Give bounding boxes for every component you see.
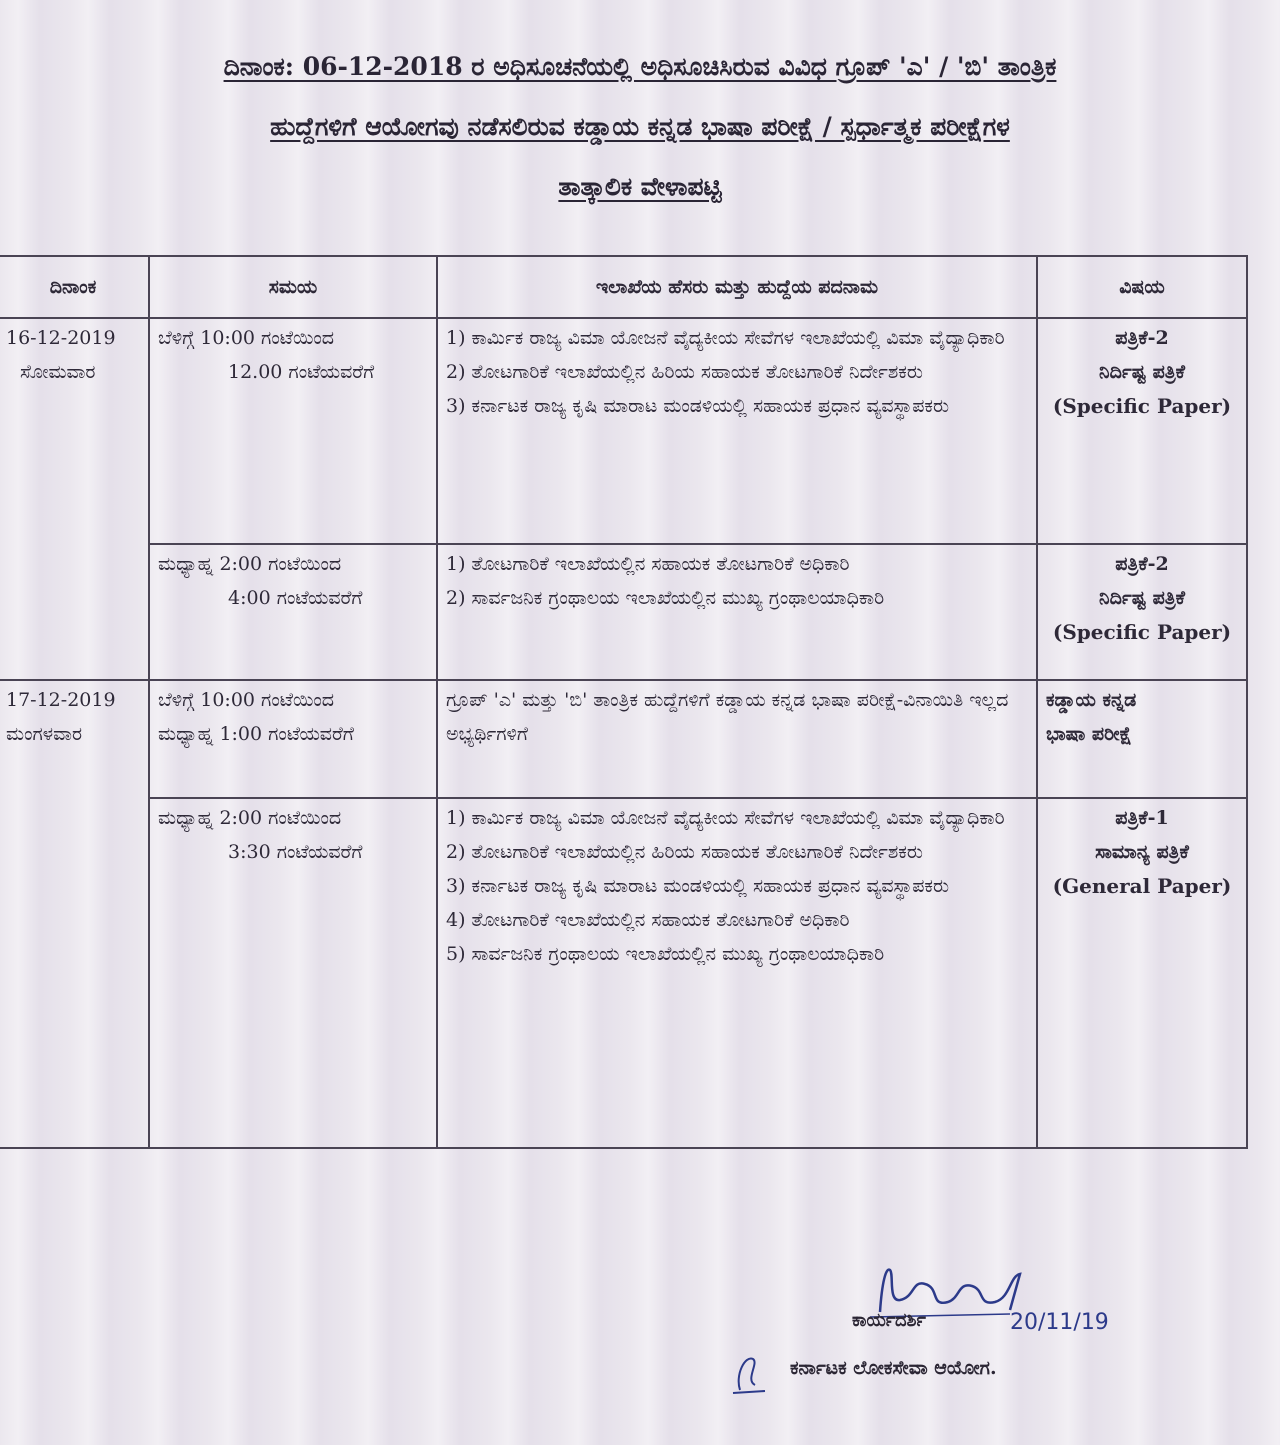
post-item: 1) ಕಾರ್ಮಿಕ ರಾಜ್ಯ ವಿಮಾ ಯೋಜನೆ ವೈದ್ಯಕೀಯ ಸೇವೆಗಳ ಇಲಾಖೆಯಲ್ಲಿ ವಿಮಾ ವೈದ್ಯಾಧಿಕಾರಿ <box>446 807 1005 829</box>
paper-name: ನಿರ್ದಿಷ್ಟ ಪತ್ರಿಕೆ <box>1099 361 1185 383</box>
subject-cell <box>1037 318 1247 544</box>
exam-schedule-table <box>0 255 1248 1149</box>
header-date: ದಿನಾಂಕ <box>0 256 149 318</box>
table-row <box>0 680 1247 798</box>
paper-number: ಪತ್ರಿಕೆ-2 <box>1115 553 1169 575</box>
date-cell <box>0 318 149 680</box>
exam-date: 16-12-2019 <box>6 327 116 349</box>
posts-cell <box>437 544 1037 680</box>
table-row <box>0 798 1247 1148</box>
post-item: 4) ತೋಟಗಾರಿಕೆ ಇಲಾಖೆಯಲ್ಲಿನ ಸಹಾಯಕ ತೋಟಗಾರಿಕೆ ಅಧಿಕಾರಿ <box>446 909 850 931</box>
paper-name-english: (Specific Paper) <box>1052 620 1232 644</box>
heading-line-2: ಹುದ್ದೆಗಳಿಗೆ ಆಯೋಗವು ನಡೆಸಲಿರುವ ಕಡ್ಡಾಯ ಕನ್ನಡ ಭಾಷಾ ಪರೀಕ್ಷೆ / ಸ್ಪರ್ಧಾತ್ಮಕ ಪರೀಕ್ಷೆಗಳ <box>270 112 1010 141</box>
time-end: 4:00 ಗಂಟೆಯವರೆಗೆ <box>228 587 363 609</box>
table-row <box>0 318 1247 544</box>
post-item: 1) ತೋಟಗಾರಿಕೆ ಇಲಾಖೆಯಲ್ಲಿನ ಸಹಾಯಕ ತೋಟಗಾರಿಕೆ ಅಧಿಕಾರಿ <box>446 553 850 575</box>
posts-cell <box>437 318 1037 544</box>
post-item: 2) ತೋಟಗಾರಿಕೆ ಇಲಾಖೆಯಲ್ಲಿನ ಹಿರಿಯ ಸಹಾಯಕ ತೋಟಗಾರಿಕೆ ನಿರ್ದೇಶಕರು <box>446 361 923 383</box>
date-cell <box>0 680 149 1148</box>
subject-cell <box>1037 544 1247 680</box>
header-time: ಸಮಯ <box>149 256 437 318</box>
time-cell <box>149 680 437 798</box>
signature-date: 20/11/19 <box>1010 1310 1109 1335</box>
header-department-post: ಇಲಾಖೆಯ ಹೆಸರು ಮತ್ತು ಹುದ್ದೆಯ ಪದನಾಮ <box>437 256 1037 318</box>
paper-name: ನಿರ್ದಿಷ್ಟ ಪತ್ರಿಕೆ <box>1099 587 1185 609</box>
post-item: 2) ತೋಟಗಾರಿಕೆ ಇಲಾಖೆಯಲ್ಲಿನ ಹಿರಿಯ ಸಹಾಯಕ ತೋಟಗಾರಿಕೆ ನಿರ್ದೇಶಕರು <box>446 841 923 863</box>
paper-name-english: (General Paper) <box>1052 874 1232 898</box>
time-cell <box>149 544 437 680</box>
paper-name-line2: ಭಾಷಾ ಪರೀಕ್ಷೆ <box>1046 723 1132 745</box>
paper-number: ಪತ್ರಿಕೆ-1 <box>1115 807 1169 829</box>
time-end: ಮಧ್ಯಾಹ್ನ 1:00 ಗಂಟೆಯವರೆಗೆ <box>158 723 354 745</box>
post-item: 2) ಸಾರ್ವಜನಿಕ ಗ್ರಂಥಾಲಯ ಇಲಾಖೆಯಲ್ಲಿನ ಮುಖ್ಯ ಗ್ರಂಥಾಲಯಾಧಿಕಾರಿ <box>446 587 885 609</box>
time-start: ಮಧ್ಯಾಹ್ನ 2:00 ಗಂಟೆಯಿಂದ <box>158 807 342 829</box>
paper-number: ಪತ್ರಿಕೆ-2 <box>1115 327 1169 349</box>
time-start: ಬೆಳಿಗ್ಗೆ 10:00 ಗಂಟೆಯಿಂದ <box>158 327 335 349</box>
exam-day: ಮಂಗಳವಾರ <box>6 723 83 745</box>
paper-name: ಕಡ್ಡಾಯ ಕನ್ನಡ <box>1046 689 1137 711</box>
post-item: 5) ಸಾರ್ವಜನಿಕ ಗ್ರಂಥಾಲಯ ಇಲಾಖೆಯಲ್ಲಿನ ಮುಖ್ಯ ಗ್ರಂಥಾಲಯಾಧಿಕಾರಿ <box>446 943 885 965</box>
time-end: 3:30 ಗಂಟೆಯವರೆಗೆ <box>228 841 363 863</box>
post-item: 3) ಕರ್ನಾಟಕ ರಾಜ್ಯ ಕೃಷಿ ಮಾರಾಟ ಮಂಡಳಿಯಲ್ಲಿ ಸಹಾಯಕ ಪ್ರಧಾನ ವ್ಯವಸ್ಥಾಪಕರು <box>446 395 950 417</box>
heading-line-3: ತಾತ್ಕಾಲಿಕ ವೇಳಾಪಟ್ಟಿ <box>558 172 722 201</box>
time-cell <box>149 318 437 544</box>
time-start: ಬೆಳಿಗ್ಗೆ 10:00 ಗಂಟೆಯಿಂದ <box>158 689 335 711</box>
subject-cell <box>1037 680 1247 798</box>
post-item: 1) ಕಾರ್ಮಿಕ ರಾಜ್ಯ ವಿಮಾ ಯೋಜನೆ ವೈದ್ಯಕೀಯ ಸೇವೆಗಳ ಇಲಾಖೆಯಲ್ಲಿ ವಿಮಾ ವೈದ್ಯಾಧಿಕಾರಿ <box>446 327 1005 349</box>
header-subject: ವಿಷಯ <box>1037 256 1247 318</box>
post-item: 3) ಕರ್ನಾಟಕ ರಾಜ್ಯ ಕೃಷಿ ಮಾರಾಟ ಮಂಡಳಿಯಲ್ಲಿ ಸಹಾಯಕ ಪ್ರಧಾನ ವ್ಯವಸ್ಥಾಪಕರು <box>446 875 950 897</box>
exam-date: 17-12-2019 <box>6 689 116 711</box>
commission-name: ಕರ್ನಾಟಕ ಲೋಕಸೇವಾ ಆಯೋಗ. <box>790 1357 997 1379</box>
time-end: 12.00 ಗಂಟೆಯವರೆಗೆ <box>228 361 375 383</box>
heading-line-1: ದಿನಾಂಕ: 06-12-2018 ರ ಅಧಿಸೂಚನೆಯಲ್ಲಿ ಅಧಿಸೂಚಿಸಿರುವ ವಿವಿಧ ಗ್ರೂಪ್ 'ಎ' / 'ಬಿ' ತಾಂತ್ರಿಕ <box>223 52 1057 81</box>
signatory-title: ಕಾರ್ಯದರ್ಶಿ <box>852 1310 926 1331</box>
paper-name-english: (Specific Paper) <box>1052 394 1232 418</box>
paper-name: ಸಾಮಾನ್ಯ ಪತ್ರಿಕೆ <box>1095 841 1189 863</box>
post-item: ಗ್ರೂಪ್ 'ಎ' ಮತ್ತು 'ಬಿ' ತಾಂತ್ರಿಕ ಹುದ್ದೆಗಳಿಗೆ ಕಡ್ಡಾಯ ಕನ್ನಡ ಭಾಷಾ ಪರೀಕ್ಷೆ-ವಿನಾಯಿತಿ ಇಲ್ಲದ ಅಭ್ಯರ್ಥಿಗಳಿಗೆ <box>446 689 1009 745</box>
time-start: ಮಧ್ಯಾಹ್ನ 2:00 ಗಂಟೆಯಿಂದ <box>158 553 342 575</box>
subject-cell <box>1037 798 1247 1148</box>
posts-cell <box>437 798 1037 1148</box>
time-cell <box>149 798 437 1148</box>
initial-mark <box>725 1345 785 1395</box>
table-row <box>0 544 1247 680</box>
posts-cell <box>437 680 1037 798</box>
table-header-row <box>0 256 1247 318</box>
exam-day: ಸೋಮವಾರ <box>20 361 96 383</box>
